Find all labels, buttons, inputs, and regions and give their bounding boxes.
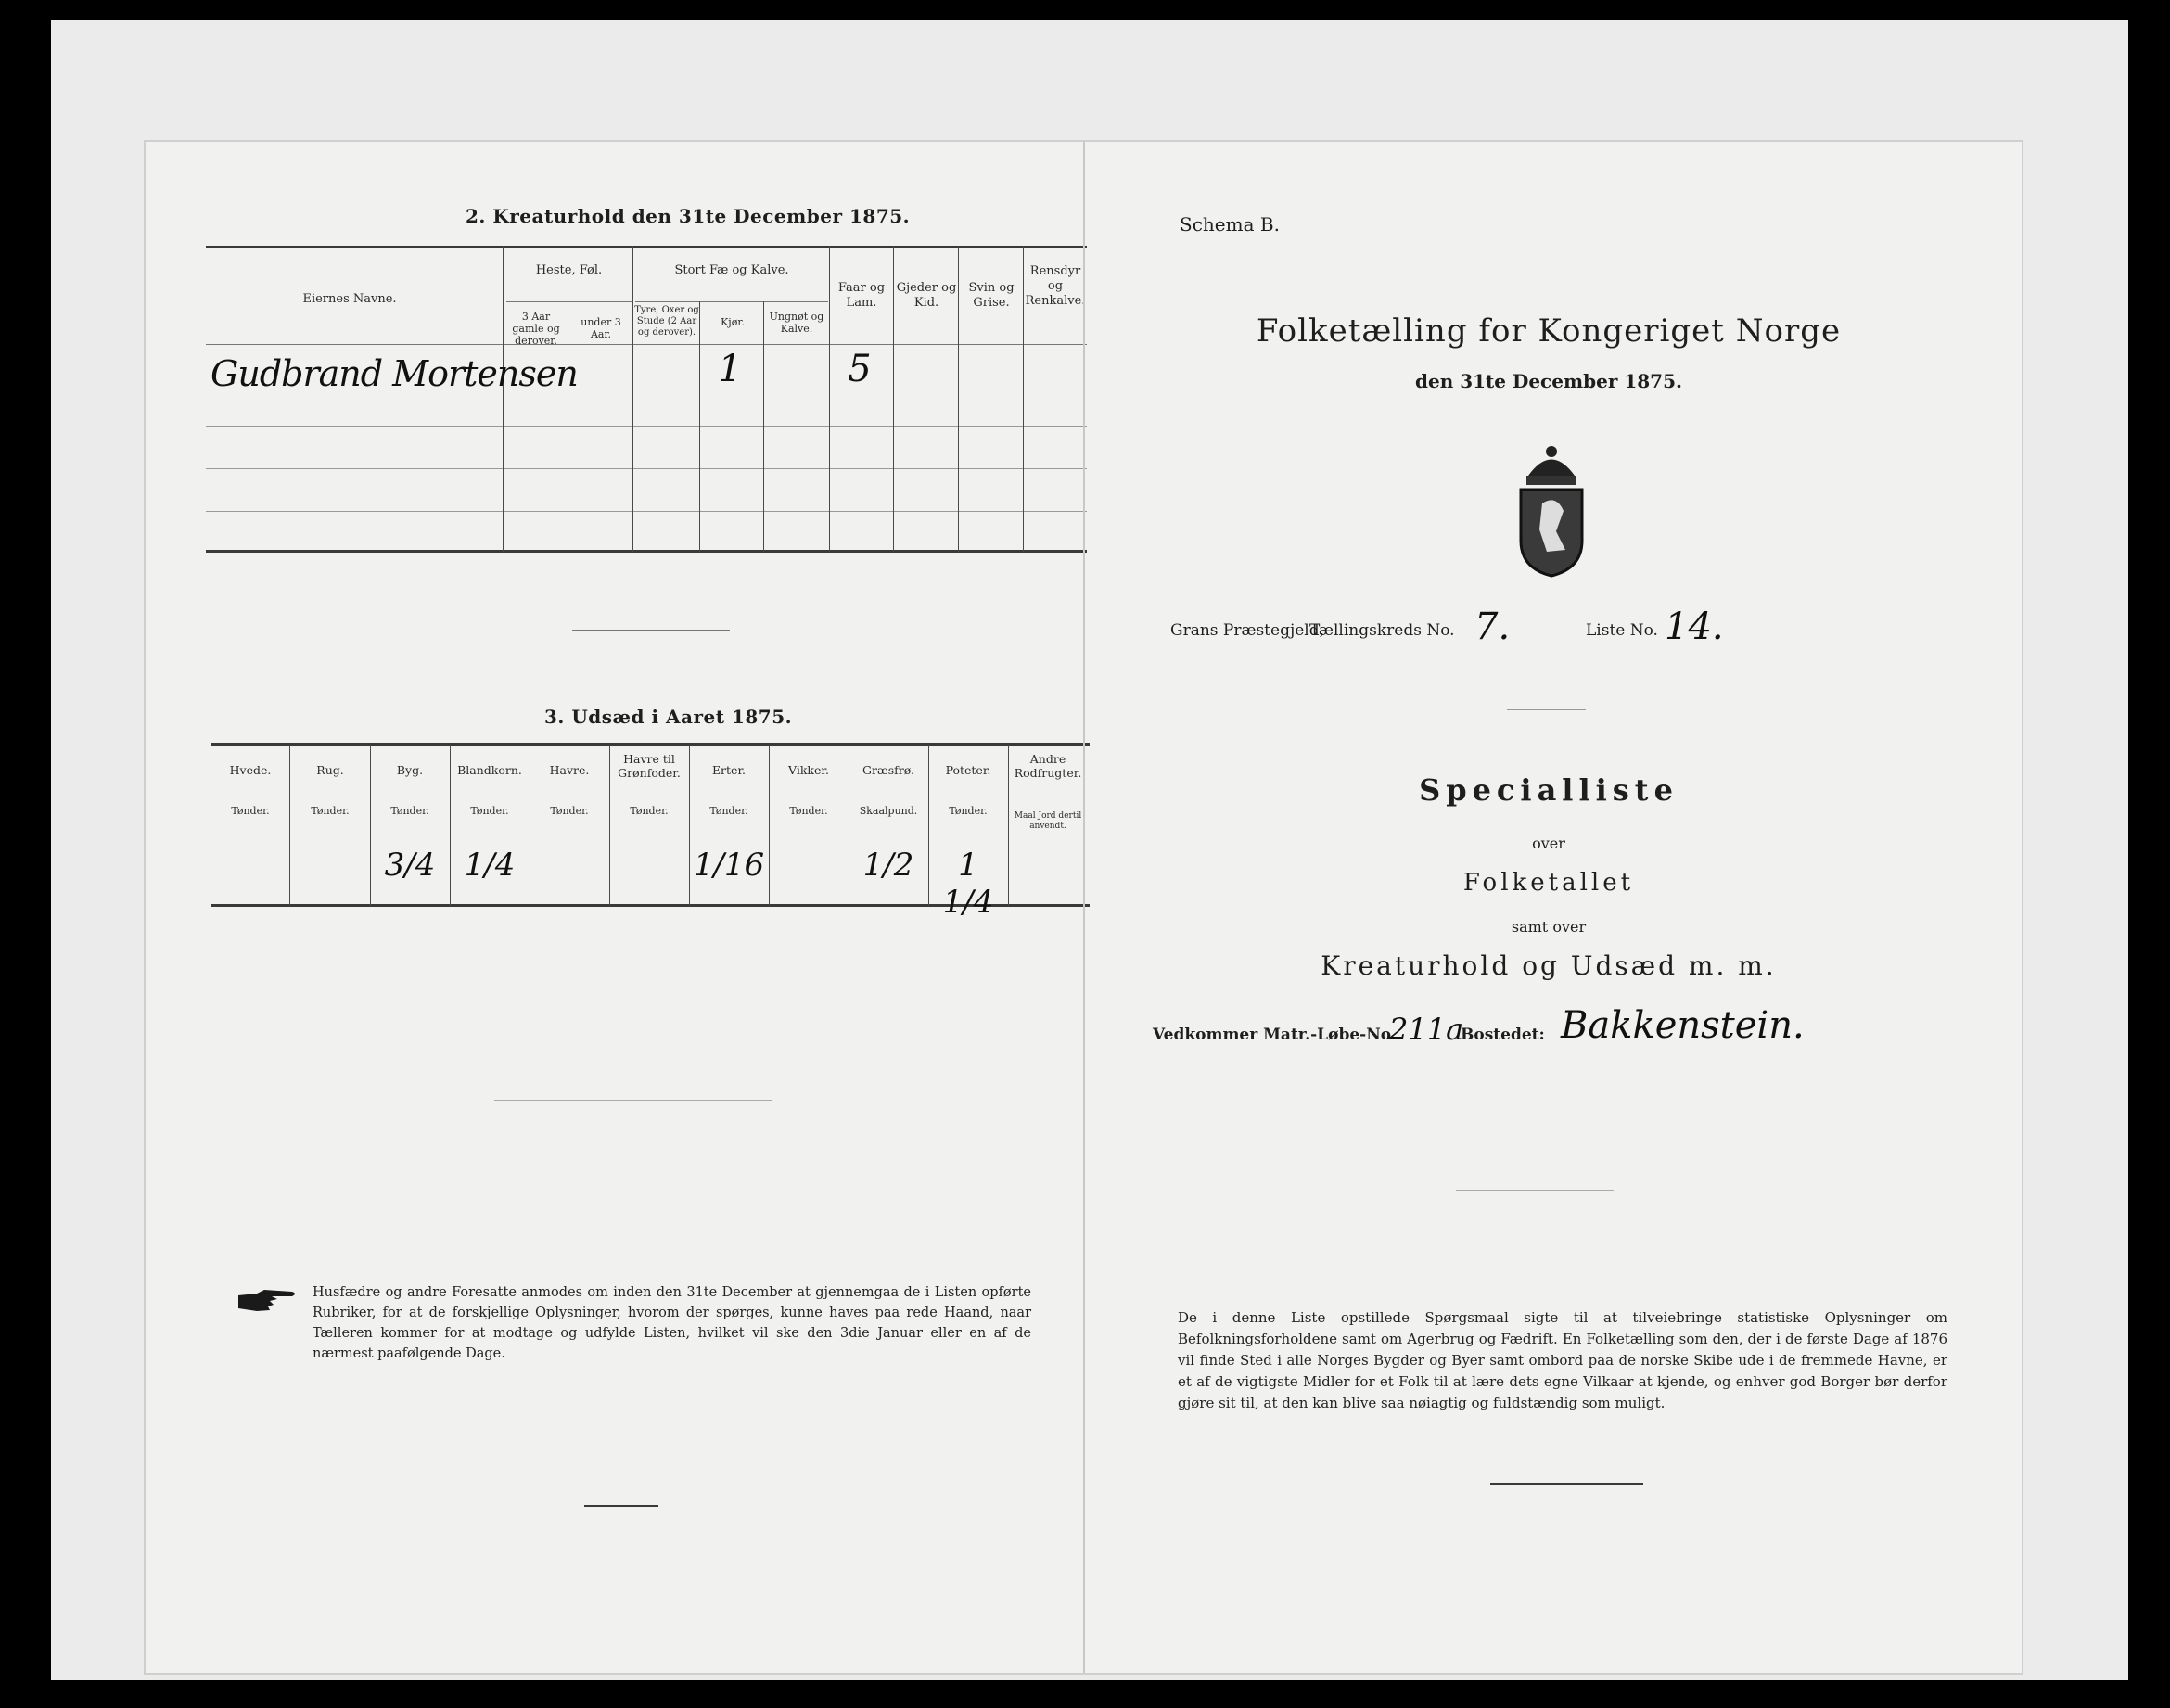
livestock-header-rule [206,344,1087,345]
horses-old-header: 3 Aar gamle og derover. [512,311,560,347]
sowing-col-name: Havre til Grønfoder. [618,752,681,780]
sowing-col-unit: Tønder. [550,805,589,817]
notice-text: Husfædre og andre Foresatte anmodes om inden den 31te December at gjennemgaa de i Listen opførte Rubriker, for at de forskjellige Oplysninger, hvorom der spørges, kunne haves paa rede Haand, naar Tælleren kommer for at modtage og udfylde Listen, hvilket vil ske den 3die Januar eller en af de nærmest paafølgende Dage. [313,1285,1031,1361]
census-document [146,142,2022,1673]
over-text: over [1532,835,1565,852]
list-label: Liste No. [1586,621,1658,640]
sowing-col-unit: Tønder. [709,805,748,817]
cows-header: Kjør. [721,316,745,328]
sowing-value: 1/2 [862,847,914,884]
sowing-col-name: Hvede. [229,763,272,777]
sowing-col-name: Vikker. [788,763,829,777]
sowing-value: 1/16 [693,847,765,884]
sowing-value: 3/4 [384,847,436,884]
census-date: den 31te December 1875. [1415,370,1682,392]
sowing-col-unit: Tønder. [470,805,509,817]
sowing-col-unit: Maal Jord dertil anvendt. [1014,811,1082,831]
cattle-header: Stort Fæ og Kalve. [674,263,789,277]
sowing-col-unit: Tønder. [231,805,270,817]
horses-young-header: under 3 Aar. [581,316,621,340]
livestock-top-rule [206,246,1087,248]
sowing-top-rule [211,743,1090,746]
sowing-col-unit: Skaalpund. [859,805,918,817]
norway-coat-of-arms-icon [1510,439,1593,578]
right-page [1083,142,2023,1673]
sowing-value: 1/4 [464,847,516,884]
district-number: 7. [1474,605,1511,648]
parish-label: Grans Præstegjeld, [1170,621,1325,640]
folketallet-text: Folketallet [1462,869,1635,897]
pointing-hand-icon [236,1286,298,1316]
livestock-title: 2. Kreaturhold den 31te December 1875. [466,205,911,227]
sowing-col-name: Blandkorn. [457,763,522,777]
sowing-col-unit: Tønder. [311,805,350,817]
sowing-col-name: Poteter. [945,763,991,777]
sheep-header: Faar og Lam. [837,281,886,310]
specialliste-heading: Specialliste [1419,772,1679,808]
census-title: Folketælling for Kongeriget Norge [1256,312,1842,350]
horses-header: Heste, Føl. [535,263,603,277]
bulls-header: Tyre, Oxer og Stude (2 Aar og derover). [634,305,699,338]
sowing-col-name: Havre. [549,763,590,777]
bosted-label: Bostedet: [1461,1026,1545,1044]
owner-name: Gudbrand Mortensen [211,353,578,394]
livestock-bottom-rule [206,550,1087,553]
young-cattle-header: Ungnøt og Kalve. [769,311,824,335]
reindeer-header: Rensdyr og Renkalve. [1025,264,1086,308]
sheep-value: 5 [848,348,872,390]
sowing-col-name: Erter. [711,763,747,777]
sowing-col-unit: Tønder. [390,805,429,817]
sowing-value: 1 1/4 [942,847,994,921]
sowing-col-unit: Tønder. [630,805,669,817]
sowing-col-name: Byg. [396,763,424,777]
sowing-col-name: Rug. [316,763,344,777]
sowing-col-unit: Tønder. [949,805,988,817]
matr-label: Vedkommer Matr.-Løbe-No. [1153,1026,1397,1044]
sowing-col-unit: Tønder. [789,805,828,817]
schema-label: Schema B. [1180,213,1280,236]
sowing-col-name: Andre Rodfrugter. [1014,752,1082,780]
matr-number: 211a [1389,1012,1464,1047]
district-label: Tællingskreds No. [1309,621,1455,640]
bosted-value: Bakkenstein. [1561,1004,1805,1047]
pigs-header: Svin og Grise. [968,281,1015,310]
census-paragraph: De i denne Liste opstillede Spørgsmaal sigte til at tilveiebringe statistiske Oplysninger om Befolkningsforholdene samt om Agerbrug og Fædrift. En Folketælling som den, der i de første Dage af 1876 vil finde Sted i alle Norges Bygder og Byer samt ombord paa de norske Skibe ude i de fremmede Havne, er et af de vigtigste Midler for et Folk til at lære dets egne Vilkaar at kjende, og enhver god Borger bør derfor gjøre sit til, at den kan blive saa nøiagtig og fuldstændig som muligt. [1178,1309,1947,1411]
sowing-title: 3. Udsæd i Aaret 1875. [544,706,793,728]
samt-over-text: samt over [1511,918,1587,936]
list-number: 14. [1665,605,1724,648]
subject-text: Kreaturhold og Udsæd m. m. [1321,950,1777,981]
sowing-col-name: Græsfrø. [862,763,914,777]
left-page [146,142,1086,1673]
divider [572,630,730,631]
goats-header: Gjeder og Kid. [896,281,957,310]
owner-header: Eiernes Navne. [302,292,397,306]
cows-value: 1 [718,348,742,390]
